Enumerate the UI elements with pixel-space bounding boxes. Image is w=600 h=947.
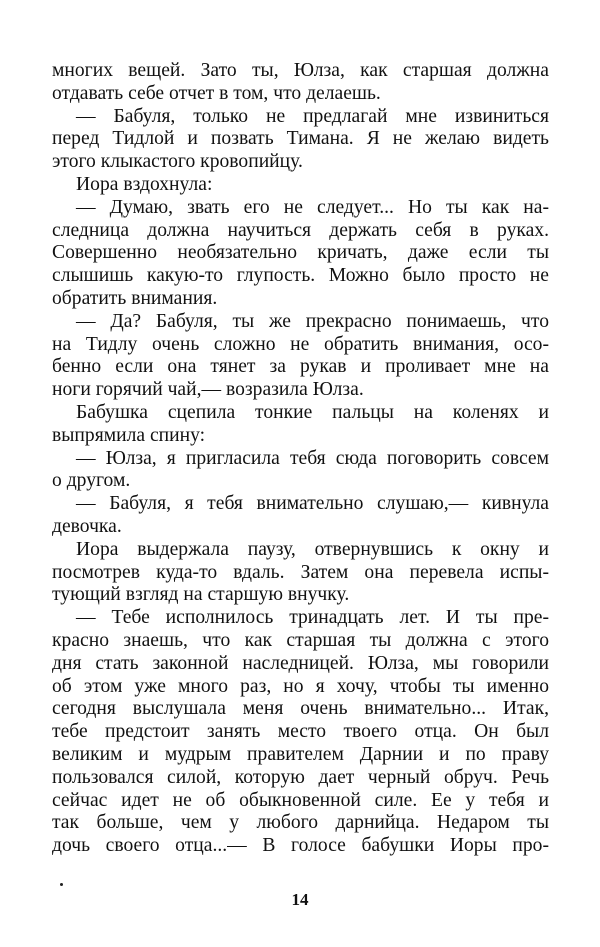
text-line: перед Тидлой и позвать Тимана. Я не желаю видеть xyxy=(52,128,549,150)
text-line: девочка. xyxy=(52,515,122,537)
text-line: — Да? Бабуля, ты же прекрасно понимаешь, что xyxy=(76,310,549,332)
text-line: сейчас идет не об обыкновенной силе. Ее у тебя и xyxy=(52,789,549,811)
text-line: Бабушка сцепила тонкие пальцы на коленях и xyxy=(76,401,549,423)
text-line: следница должна научиться держать себя в руках. xyxy=(52,219,549,241)
text-line: Совершенно необязательно кричать, даже если ты xyxy=(52,242,549,264)
text-line: — Бабуля, только не предлагай мне извиниться xyxy=(76,105,549,127)
text-line: об этом уже много раз, но я хочу, чтобы ты именно xyxy=(52,675,549,697)
ink-speck xyxy=(60,883,63,886)
text-line: ноги горячий чай,— возразила Юлза. xyxy=(52,379,364,401)
text-line: о другом. xyxy=(52,470,131,492)
text-line: Иора выдержала паузу, отвернувшись к окну и xyxy=(76,538,549,560)
text-line: слышишь какую-то глупость. Можно было просто не xyxy=(52,265,549,287)
page-body xyxy=(52,60,549,858)
text-line: тующий взгляд на старшую внучку. xyxy=(52,584,350,606)
text-line: бенно если она тянет за рукав и проливает мне на xyxy=(52,356,549,378)
text-line: Иора вздохнула: xyxy=(76,173,213,195)
text-line: великим и мудрым правителем Дарнии и по праву xyxy=(52,743,549,765)
text-line: многих вещей. Зато ты, Юлза, как старшая должна xyxy=(52,60,549,81)
text-line: красно знаешь, что как старшая ты должна с этого xyxy=(52,629,549,651)
text-line: обратить внимания. xyxy=(52,287,218,309)
text-line: выпрямила спину: xyxy=(52,424,206,446)
text-line: дочь своего отца...— В голосе бабушки Иоры про- xyxy=(52,835,549,857)
text-line: так больше, чем у любого дарнийца. Недаром ты xyxy=(52,812,549,834)
text-line: посмотрев куда-то вдаль. Затем она перевела испы- xyxy=(52,561,549,583)
text-line: тебе предстоит занять место твоего отца. Он был xyxy=(52,721,549,743)
text-line: дня стать законной наследницей. Юлза, мы говорили xyxy=(52,652,549,674)
page-number: 14 xyxy=(291,890,309,909)
text-line: этого клыкастого кровопийцу. xyxy=(52,151,303,173)
text-line: — Думаю, звать его не следует... Но ты как на- xyxy=(76,196,549,218)
text-line: отдавать себе отчет в том, что делаешь. xyxy=(52,82,381,104)
text-line: пользовался силой, которую дает черный обруч. Речь xyxy=(52,766,549,788)
text-line: сегодня выслушала меня очень внимательно... Итак, xyxy=(52,698,549,720)
text-line: — Юлза, я пригласила тебя сюда поговорить совсем xyxy=(76,447,549,469)
text-line: — Тебе исполнилось тринадцать лет. И ты пре- xyxy=(76,607,549,629)
text-line: на Тидлу очень сложно не обратить внимания, осо- xyxy=(52,333,549,355)
text-line: — Бабуля, я тебя внимательно слушаю,— кивнула xyxy=(76,493,549,515)
